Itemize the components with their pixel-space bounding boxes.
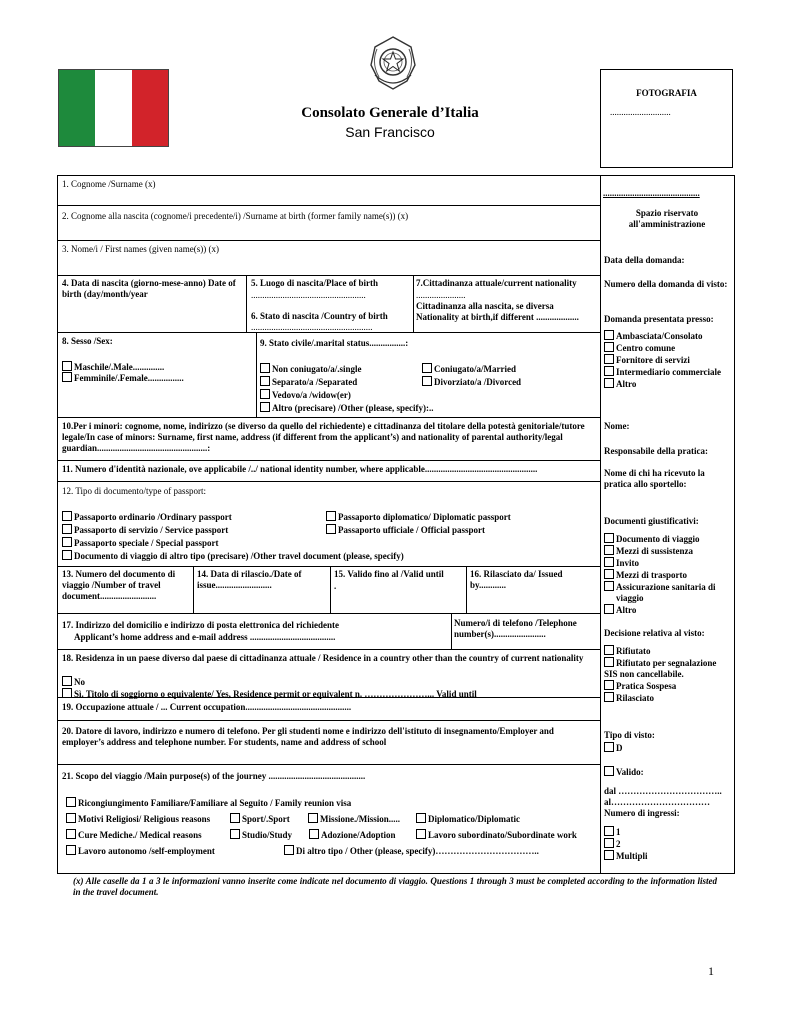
- passport-option-diplomatic[interactable]: Passaporto diplomatico/ Diplomatic passport: [326, 511, 511, 523]
- residence-option-no[interactable]: No: [62, 676, 85, 688]
- field-7-nationality-at-birth[interactable]: Cittadinanza alla nascita, se diversa Nationality at birth,if different ...................: [416, 301, 579, 322]
- admin-valid-from[interactable]: dal ……………………………..: [604, 786, 722, 796]
- checkbox[interactable]: [308, 813, 318, 823]
- field-7-dots: ......................: [416, 290, 466, 300]
- purpose-option-family-reunion[interactable]: Ricongiungimento Familiare/Familiare al Seguito / Family reunion visa: [66, 797, 351, 809]
- presented-option-embassy[interactable]: Ambasciata/Consolato: [604, 330, 731, 342]
- docs-option-means-of-subsistence[interactable]: Mezzi di sussistenza: [604, 545, 731, 557]
- purpose-option-adoption[interactable]: Adozione/Adoption: [309, 829, 396, 841]
- field-6-country-of-birth[interactable]: 6. Stato di nascita /Country of birth: [251, 311, 388, 321]
- docs-option-other[interactable]: Altro: [604, 604, 731, 616]
- field-2-surname-at-birth[interactable]: 2. Cognome alla nascita (cognome/i precedente/i) /Surname at birth (former family name(s)) (x): [62, 211, 409, 221]
- field-5-dots: ...................................................: [251, 290, 366, 300]
- field-11-national-id[interactable]: 11. Numero d'identità nazionale, ove applicabile /../ national identity number, where applicable..................................................: [62, 464, 538, 474]
- admin-docs-options: [604, 533, 731, 616]
- checkbox[interactable]: [62, 524, 72, 534]
- field-4-date-of-birth[interactable]: 4. Data di nascita (giorno-mese-anno) Date of birth (day/month/year: [62, 278, 236, 299]
- field-5-place-of-birth[interactable]: 5. Luogo di nascita/Place of birth: [251, 278, 379, 288]
- marital-option-other[interactable]: Altro (precisare) /Other (please, specify):..: [260, 402, 434, 414]
- flag-white-stripe: [95, 70, 131, 146]
- checkbox[interactable]: [66, 829, 76, 839]
- passport-option-ordinary[interactable]: Passaporto ordinario /Ordinary passport: [62, 511, 232, 523]
- visa-type-option-d[interactable]: D: [604, 742, 623, 754]
- residence-option-yes[interactable]: Sì. Titolo di soggiorno o equivalente/ Yes, Residence permit or equivalent n. …………………... Valid until: [62, 688, 477, 700]
- decision-option-issued[interactable]: Rilasciato: [604, 692, 731, 704]
- presented-option-common-centre[interactable]: Centro comune: [604, 342, 731, 354]
- marital-option-single[interactable]: Non coniugato/a/.single: [260, 363, 362, 375]
- checkbox[interactable]: [62, 688, 72, 698]
- decision-option-suspended[interactable]: Pratica Sospesa: [604, 680, 731, 692]
- checkbox[interactable]: [604, 533, 614, 543]
- admin-presented-at: Domanda presentata presso:: [604, 314, 714, 324]
- admin-supporting-docs: Documenti giustificativi:: [604, 516, 699, 526]
- checkbox[interactable]: [62, 537, 72, 547]
- checkbox[interactable]: [66, 797, 76, 807]
- photo-dots: ...........................: [610, 107, 671, 117]
- checkbox[interactable]: [416, 813, 426, 823]
- field-10-minors-guardian[interactable]: 10.Per i minori: cognome, nome, indirizzo (se diverso da quello del richiedente) e cittadinanza del titolare della potestà genitoriale/tutore legale/In case of minors: Surname, first name, address (if different from the applicant’s) and nationality of parental authority/legal guardian.................................................:: [62, 421, 585, 453]
- admin-visa-type: Tipo di visto:: [604, 730, 655, 740]
- field-17-email[interactable]: Applicant’s home address and e-mail address ......................................: [74, 632, 336, 642]
- checkbox[interactable]: [604, 604, 614, 614]
- field-6-dots: ......................................................: [251, 322, 373, 332]
- presented-option-commercial-intermediary[interactable]: Intermediario commerciale: [604, 366, 731, 378]
- marital-option-widow[interactable]: Vedovo/a /widow(er): [260, 389, 351, 401]
- docs-option-travel-document[interactable]: Documento di viaggio: [604, 533, 731, 545]
- photo-box[interactable]: [600, 69, 733, 168]
- field-16-issued-by[interactable]: 16. Rilasciato da/ Issued by............: [470, 569, 563, 590]
- field-1-surname[interactable]: 1. Cognome /Surname (x): [62, 179, 156, 189]
- decision-option-refused[interactable]: Rifiutato: [604, 645, 731, 657]
- admin-decision-options: [604, 645, 731, 704]
- checkbox[interactable]: [604, 645, 614, 655]
- checkbox[interactable]: [604, 354, 614, 364]
- checkbox[interactable]: [230, 829, 240, 839]
- checkbox[interactable]: [604, 545, 614, 555]
- entries-option-2[interactable]: 2: [604, 838, 648, 850]
- checkbox[interactable]: [66, 813, 76, 823]
- purpose-option-other[interactable]: Di altro tipo / Other (please, specify)……………………………..: [284, 845, 539, 857]
- passport-option-special[interactable]: Passaporto speciale / Special passport: [62, 537, 219, 549]
- field-15-dot: .: [334, 581, 337, 591]
- marital-option-married[interactable]: Coniugato/a/Married: [422, 363, 516, 375]
- field-12-passport-type: 12. Tipo di documento/type of passport:: [62, 486, 206, 496]
- italian-flag: [58, 69, 169, 147]
- photo-label: FOTOGRAFIA: [636, 88, 697, 98]
- checkbox[interactable]: [326, 511, 336, 521]
- page-number: 1: [708, 964, 714, 978]
- purpose-option-self-employment[interactable]: Lavoro autonomo /self-employment: [66, 845, 215, 857]
- purpose-option-sport[interactable]: Sport/.Sport: [230, 813, 290, 825]
- checkbox[interactable]: [604, 692, 614, 702]
- purpose-option-mission[interactable]: Missione./Mission.....: [308, 813, 400, 825]
- marital-option-divorced[interactable]: Divorziato/a /Divorced: [422, 376, 521, 388]
- italian-republic-emblem-icon: [367, 35, 419, 91]
- footnote: (x) Alle caselle da 1 a 3 le informazioni vanno inserite come indicate nel documento di viaggio. Questions 1 through 3 must be completed according to the information listed in the travel document.: [73, 876, 717, 897]
- checkbox[interactable]: [604, 680, 614, 690]
- purpose-option-religious[interactable]: Motivi Religiosi/ Religious reasons: [66, 813, 210, 825]
- presented-option-other[interactable]: Altro: [604, 378, 731, 390]
- field-17-phone[interactable]: Numero/i di telefono /Telephone number(s).......................: [454, 618, 577, 639]
- checkbox[interactable]: [260, 389, 270, 399]
- checkbox[interactable]: [66, 845, 76, 855]
- field-9-marital-status: 9. Stato civile/.marital status................:: [260, 338, 409, 348]
- checkbox[interactable]: [284, 845, 294, 855]
- purpose-option-subordinate-work[interactable]: Lavoro subordinato/Subordinate work: [416, 829, 577, 841]
- admin-received-by: Nome di chi ha ricevuto la pratica allo sportello:: [604, 468, 705, 489]
- checkbox[interactable]: [422, 363, 432, 373]
- field-21-purpose: 21. Scopo del viaggio /Main purpose(s) of the journey ...........................................: [62, 771, 366, 781]
- checkbox[interactable]: [604, 557, 614, 567]
- presented-option-service-provider[interactable]: Fornitore di servizi: [604, 354, 731, 366]
- consulate-city: San Francisco: [345, 124, 435, 140]
- docs-option-invitation[interactable]: Invito: [604, 557, 731, 569]
- checkbox[interactable]: [604, 838, 614, 848]
- flag-red-stripe: [132, 70, 168, 146]
- passport-option-service[interactable]: Passaporto di servizio / Service passport: [62, 524, 228, 536]
- field-14-date-of-issue[interactable]: 14. Data di rilascio./Date of issue.........................: [197, 569, 302, 590]
- checkbox[interactable]: [604, 766, 614, 776]
- marital-option-separated[interactable]: Separato/a /Separated: [260, 376, 357, 388]
- admin-valid[interactable]: Valido:: [604, 766, 644, 778]
- admin-visa-decision: Decisione relativa al visto:: [604, 628, 705, 638]
- admin-reserved-label: Spazio riservato all'amministrazione: [628, 208, 706, 229]
- flag-green-stripe: [59, 70, 95, 146]
- field-17-home-address[interactable]: 17. Indirizzo del domicilio e indirizzo di posta elettronica del richiedente: [62, 620, 340, 630]
- checkbox[interactable]: [326, 524, 336, 534]
- checkbox[interactable]: [604, 826, 614, 836]
- checkbox[interactable]: [62, 372, 72, 382]
- field-3-first-names[interactable]: 3. Nome/i / First names (given name(s)) (x): [62, 244, 219, 254]
- docs-option-travel-insurance[interactable]: Assicurazione sanitaria di viaggio: [604, 581, 731, 604]
- sex-option-male[interactable]: Maschile/.Male..............: [62, 361, 164, 373]
- admin-dots: ...........................................: [603, 188, 700, 198]
- passport-option-other[interactable]: Documento di viaggio di altro tipo (precisare) /Other travel document (please, specify): [62, 550, 404, 562]
- admin-entries: Numero di ingressi:: [604, 808, 680, 818]
- field-15-valid-until[interactable]: 15. Valido fino al /Valid until: [334, 569, 444, 579]
- checkbox[interactable]: [62, 676, 72, 686]
- checkbox[interactable]: [62, 361, 72, 371]
- checkbox[interactable]: [230, 813, 240, 823]
- checkbox[interactable]: [604, 581, 614, 591]
- admin-application-date: Data della domanda:: [604, 255, 685, 265]
- field-7-current-nationality[interactable]: 7.Cittadinanza attuale/current nationality: [416, 278, 577, 288]
- field-19-occupation[interactable]: 19. Occupazione attuale / ... Current occupation...............................................: [62, 702, 352, 712]
- admin-presented-options: [604, 330, 731, 390]
- checkbox[interactable]: [604, 366, 614, 376]
- admin-responsible: Responsabile della pratica:: [604, 446, 709, 456]
- checkbox[interactable]: [604, 850, 614, 860]
- checkbox[interactable]: [604, 342, 614, 352]
- checkbox[interactable]: [604, 657, 614, 667]
- checkbox[interactable]: [309, 829, 319, 839]
- checkbox[interactable]: [416, 829, 426, 839]
- field-8-sex: 8. Sesso /Sex:: [62, 336, 113, 346]
- sex-option-female[interactable]: Femminile/.Female................: [62, 372, 184, 384]
- checkbox[interactable]: [260, 363, 270, 373]
- checkbox[interactable]: [604, 742, 614, 752]
- checkbox[interactable]: [422, 376, 432, 386]
- admin-name: Nome:: [604, 421, 630, 431]
- field-20-employer[interactable]: 20. Datore di lavoro, indirizzo e numero di telefono. Per gli studenti nome e indirizzo dell'istituto di insegnamento/Employer and employer’s address and telephone number. For students, name and address of school: [62, 726, 554, 747]
- checkbox[interactable]: [604, 378, 614, 388]
- checkbox[interactable]: [260, 376, 270, 386]
- consulate-title: Consolato Generale d’Italia: [301, 105, 479, 121]
- purpose-option-diplomatic[interactable]: Diplomatico/Diplomatic: [416, 813, 520, 825]
- docs-option-means-of-transport[interactable]: Mezzi di trasporto: [604, 569, 731, 581]
- purpose-option-medical[interactable]: Cure Mediche./ Medical reasons: [66, 829, 202, 841]
- field-18-residence: 18. Residenza in un paese diverso dal paese di cittadinanza attuale / Residence in a country other than the country of current nationality: [62, 653, 584, 663]
- admin-entries-options: [604, 826, 648, 862]
- checkbox[interactable]: [62, 511, 72, 521]
- entries-option-multiple[interactable]: Multipli: [604, 850, 648, 862]
- entries-option-1[interactable]: 1: [604, 826, 648, 838]
- decision-option-refused-sis[interactable]: Rifiutato per segnalazione SIS non cancellabile.: [604, 658, 717, 679]
- field-13-document-number[interactable]: 13. Numero del documento di viaggio /Number of travel document.........................: [62, 569, 176, 601]
- checkbox[interactable]: [62, 550, 72, 560]
- purpose-option-study[interactable]: Studio/Study: [230, 829, 292, 841]
- checkbox[interactable]: [260, 402, 270, 412]
- admin-application-number: Numero della domanda di visto:: [604, 279, 728, 289]
- passport-option-official[interactable]: Passaporto ufficiale / Official passport: [326, 524, 485, 536]
- checkbox[interactable]: [604, 330, 614, 340]
- checkbox[interactable]: [604, 569, 614, 579]
- admin-valid-to[interactable]: al……………………………: [604, 797, 711, 807]
